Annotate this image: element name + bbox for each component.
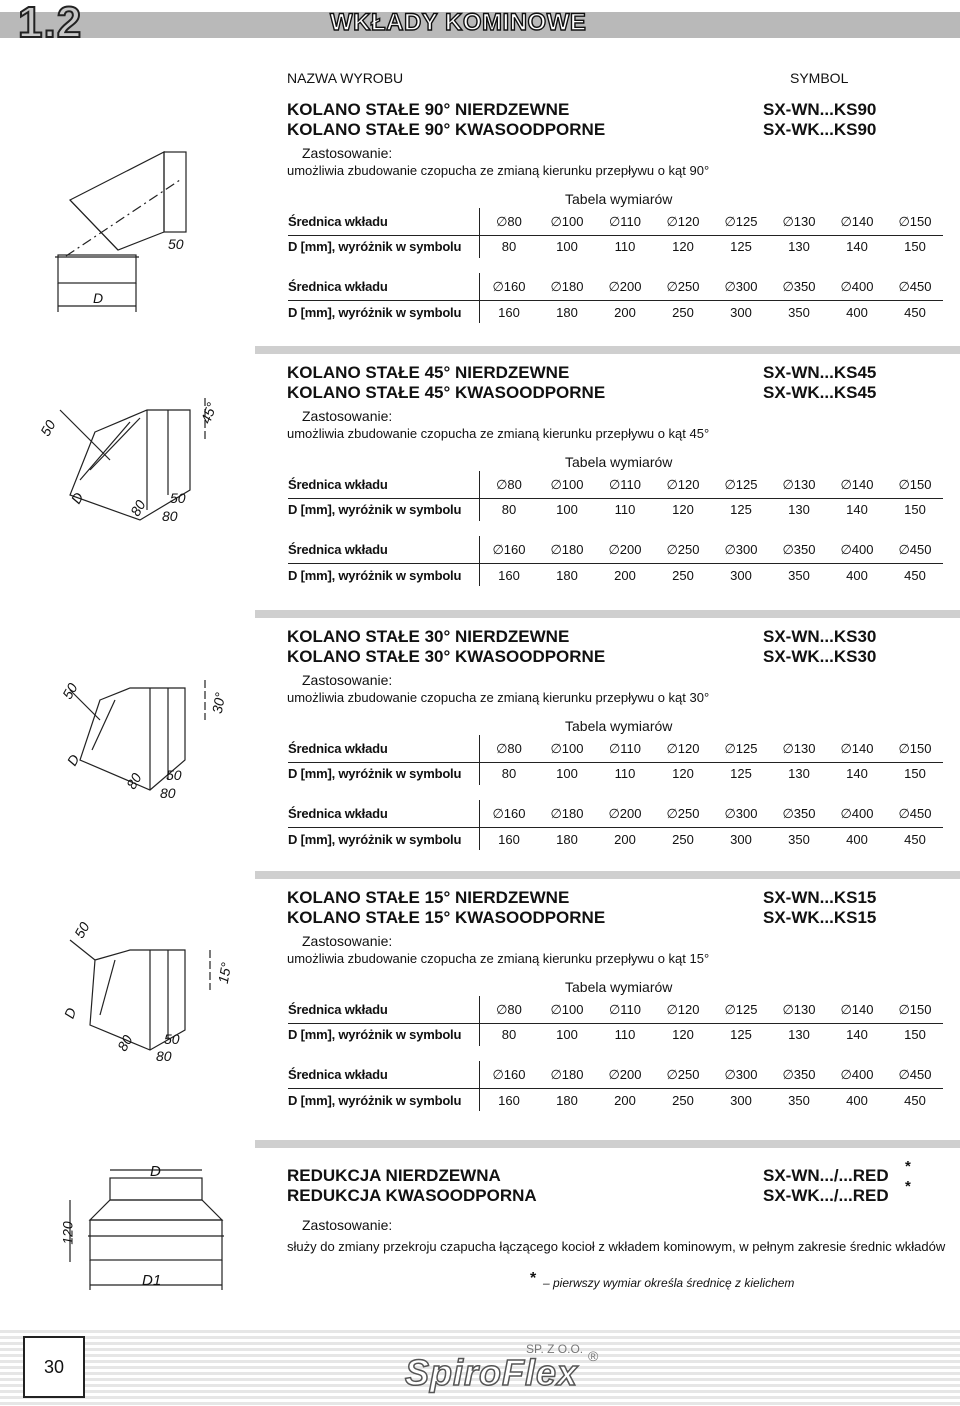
column-header-symbol: SYMBOL — [790, 70, 849, 86]
table-cell: 125 — [730, 1027, 752, 1042]
table-cell: ∅350 — [782, 806, 816, 821]
table-cell: 100 — [556, 239, 578, 254]
table-cell: 150 — [904, 239, 926, 254]
product-name: KOLANO STAŁE 45° KWASOODPORNE — [287, 383, 606, 402]
page-number: 30 — [23, 1336, 85, 1398]
table-cell: 300 — [730, 1093, 752, 1108]
row-label: D [mm], wyróżnik w symbolu — [288, 502, 462, 517]
table-cell: 180 — [556, 1093, 578, 1108]
section-separator — [255, 1140, 960, 1148]
product-name: REDUKCJA NIERDZEWNA — [287, 1166, 501, 1185]
dim-label: D — [67, 489, 87, 507]
table-cell: ∅200 — [608, 1067, 642, 1082]
product-symbol: SX-WN...KS30 — [763, 627, 877, 646]
table-cell: ∅80 — [496, 741, 522, 756]
table-cell: ∅100 — [550, 1002, 584, 1017]
dim-label: 80 — [162, 508, 178, 524]
table-cell: 350 — [788, 1093, 810, 1108]
table-cell: ∅350 — [782, 542, 816, 557]
table-cell: ∅300 — [724, 1067, 758, 1082]
table-cell: 250 — [672, 305, 694, 320]
section-separator — [255, 871, 960, 879]
table-cell: ∅350 — [782, 279, 816, 294]
table-cell: 400 — [846, 1093, 868, 1108]
product-name: KOLANO STAŁE 45° NIERDZEWNE — [287, 363, 570, 382]
table-cell: 130 — [788, 1027, 810, 1042]
product-symbol: SX-WN...KS45 — [763, 363, 877, 382]
table-cell: 160 — [498, 568, 520, 583]
table-cell: 200 — [614, 305, 636, 320]
row-label: Średnica wkładu — [288, 214, 388, 229]
table-cell: 140 — [846, 1027, 868, 1042]
elbow-15-drawing — [70, 940, 210, 1050]
product-symbol: SX-WK...KS45 — [763, 383, 877, 402]
table-divider — [288, 300, 943, 301]
product-name: KOLANO STAŁE 15° NIERDZEWNE — [287, 888, 570, 907]
table-cell: ∅150 — [898, 1002, 932, 1017]
table-cell: ∅300 — [724, 279, 758, 294]
table-cell: 200 — [614, 568, 636, 583]
table-cell: 300 — [730, 832, 752, 847]
table-cell: ∅180 — [550, 542, 584, 557]
table-cell: 250 — [672, 1093, 694, 1108]
table-cell: ∅400 — [840, 542, 874, 557]
chapter-number: 1.2 — [18, 0, 83, 47]
table-title: Tabela wymiarów — [565, 718, 673, 734]
asterisk: * — [530, 1270, 537, 1287]
dim-label: D — [60, 1005, 80, 1021]
product-name: KOLANO STAŁE 90° NIERDZEWNE — [287, 100, 570, 119]
angle-label: 45° — [197, 400, 220, 426]
footnote: – pierwszy wymiar określa średnicę z kielichem — [543, 1276, 795, 1290]
table-cell: ∅180 — [550, 1067, 584, 1082]
table-cell: 150 — [904, 502, 926, 517]
table-cell: 80 — [501, 502, 517, 517]
table-cell: ∅160 — [492, 542, 526, 557]
dim-label: 80 — [160, 785, 176, 801]
table-cell: ∅450 — [898, 279, 932, 294]
table-cell: 250 — [672, 568, 694, 583]
table-cell: 350 — [788, 832, 810, 847]
dim-label: 120 — [59, 1221, 76, 1245]
product-symbol: SX-WN...KS15 — [763, 888, 877, 907]
row-label: D [mm], wyróżnik w symbolu — [288, 305, 462, 320]
row-label: Średnica wkładu — [288, 542, 388, 557]
table-cell: ∅150 — [898, 477, 932, 492]
row-label: D [mm], wyróżnik w symbolu — [288, 1093, 462, 1108]
table-divider — [288, 563, 943, 564]
application-text: służy do zmiany przekroju czapucha łączącego kocioł z wkładem kominowym, w pełnym zakresie średnic wkładów — [287, 1239, 946, 1254]
table-cell: 130 — [788, 766, 810, 781]
table-cell: 140 — [846, 502, 868, 517]
dim-label: 50 — [58, 680, 81, 702]
registered-mark: ® — [588, 1348, 599, 1364]
table-cell: 400 — [846, 832, 868, 847]
table-cell: ∅140 — [840, 1002, 874, 1017]
table-cell: ∅160 — [492, 806, 526, 821]
table-cell: ∅400 — [840, 279, 874, 294]
table-divider — [288, 762, 943, 763]
product-name: KOLANO STAŁE 30° KWASOODPORNE — [287, 647, 606, 666]
table-cell: 400 — [846, 305, 868, 320]
table-divider — [288, 827, 943, 828]
application-label: Zastosowanie: — [302, 145, 393, 161]
table-cell: 140 — [846, 766, 868, 781]
table-cell: 110 — [614, 1027, 636, 1042]
dim-label: 80 — [113, 1032, 136, 1054]
application-label: Zastosowanie: — [302, 672, 393, 688]
table-cell: 450 — [904, 305, 926, 320]
table-cell: ∅350 — [782, 1067, 816, 1082]
table-cell: ∅450 — [898, 542, 932, 557]
table-cell: 80 — [501, 766, 517, 781]
table-cell: 120 — [672, 502, 694, 517]
table-cell: ∅200 — [608, 279, 642, 294]
table-cell: 200 — [614, 1093, 636, 1108]
application-text: umożliwia zbudowanie czopucha ze zmianą kierunku przepływu o kąt 30° — [287, 690, 710, 705]
row-label: D [mm], wyróżnik w symbolu — [288, 239, 462, 254]
table-cell: 100 — [556, 502, 578, 517]
table-cell: 450 — [904, 568, 926, 583]
table-cell: ∅250 — [666, 1067, 700, 1082]
table-cell: 160 — [498, 305, 520, 320]
table-cell: ∅100 — [550, 214, 584, 229]
table-cell: ∅200 — [608, 542, 642, 557]
company-logo: SpiroFlex — [405, 1352, 579, 1393]
table-cell: ∅130 — [782, 477, 816, 492]
chapter-title: WKŁADY KOMINOWE — [330, 9, 587, 36]
dim-label: 50 — [70, 919, 93, 941]
section-separator — [255, 346, 960, 354]
table-cell: ∅150 — [898, 214, 932, 229]
product-name: REDUKCJA KWASOODPORNA — [287, 1186, 537, 1205]
table-cell: ∅80 — [496, 477, 522, 492]
table-cell: ∅250 — [666, 279, 700, 294]
table-cell: ∅300 — [724, 542, 758, 557]
table-cell: 125 — [730, 502, 752, 517]
table-cell: ∅180 — [550, 806, 584, 821]
dim-label: 50 — [168, 236, 184, 252]
table-cell: 125 — [730, 766, 752, 781]
table-cell: ∅120 — [666, 477, 700, 492]
table-cell: ∅250 — [666, 542, 700, 557]
table-cell: ∅110 — [608, 741, 642, 756]
row-label: D [mm], wyróżnik w symbolu — [288, 832, 462, 847]
table-cell: 130 — [788, 502, 810, 517]
table-cell: 180 — [556, 568, 578, 583]
dim-label: 50 — [166, 767, 182, 783]
product-name: KOLANO STAŁE 90° KWASOODPORNE — [287, 120, 606, 139]
application-text: umożliwia zbudowanie czopucha ze zmianą kierunku przepływu o kąt 15° — [287, 951, 710, 966]
table-cell: 180 — [556, 832, 578, 847]
table-cell: 350 — [788, 568, 810, 583]
table-cell: ∅100 — [550, 477, 584, 492]
table-cell: 140 — [846, 239, 868, 254]
elbow-90-drawing — [55, 152, 186, 312]
table-cell: 110 — [614, 239, 636, 254]
table-cell: 110 — [614, 766, 636, 781]
table-cell: ∅400 — [840, 806, 874, 821]
application-label: Zastosowanie: — [302, 408, 393, 424]
table-cell: ∅110 — [608, 214, 642, 229]
product-symbol: SX-WK...KS90 — [763, 120, 877, 139]
table-cell: 450 — [904, 1093, 926, 1108]
dim-label: D1 — [142, 1272, 162, 1289]
row-label: Średnica wkładu — [288, 1067, 388, 1082]
table-cell: 350 — [788, 305, 810, 320]
application-label: Zastosowanie: — [302, 1217, 393, 1233]
table-cell: 125 — [730, 239, 752, 254]
table-cell: 130 — [788, 239, 810, 254]
table-cell: ∅400 — [840, 1067, 874, 1082]
dim-label: D — [63, 751, 83, 769]
row-label: Średnica wkładu — [288, 806, 388, 821]
table-cell: ∅120 — [666, 741, 700, 756]
asterisk: * — [905, 1158, 911, 1175]
table-cell: ∅160 — [492, 1067, 526, 1082]
row-label: D [mm], wyróżnik w symbolu — [288, 1027, 462, 1042]
table-cell: ∅140 — [840, 741, 874, 756]
table-cell: ∅450 — [898, 806, 932, 821]
dim-label: 50 — [164, 1031, 180, 1047]
dim-label: D — [150, 1163, 161, 1180]
table-cell: 300 — [730, 568, 752, 583]
product-symbol: SX-WN.../...RED — [763, 1166, 889, 1185]
product-symbol: SX-WK.../...RED — [763, 1186, 889, 1205]
table-cell: ∅150 — [898, 741, 932, 756]
table-cell: ∅125 — [724, 741, 758, 756]
table-title: Tabela wymiarów — [565, 979, 673, 995]
table-cell: 150 — [904, 1027, 926, 1042]
dim-label: 80 — [126, 497, 149, 519]
column-header-name: NAZWA WYROBU — [287, 70, 404, 86]
table-divider — [288, 498, 943, 499]
table-cell: ∅100 — [550, 741, 584, 756]
dim-label: 50 — [36, 417, 59, 439]
table-title: Tabela wymiarów — [565, 191, 673, 207]
dim-label: 50 — [170, 490, 186, 506]
table-cell: ∅300 — [724, 806, 758, 821]
table-cell: ∅110 — [608, 477, 642, 492]
row-label: Średnica wkładu — [288, 279, 388, 294]
table-cell: ∅450 — [898, 1067, 932, 1082]
table-cell: 200 — [614, 832, 636, 847]
asterisk: * — [905, 1178, 911, 1195]
row-label: Średnica wkładu — [288, 477, 388, 492]
table-divider — [288, 1023, 943, 1024]
product-symbol: SX-WK...KS15 — [763, 908, 877, 927]
table-cell: ∅200 — [608, 806, 642, 821]
table-cell: 150 — [904, 766, 926, 781]
table-divider — [288, 1088, 943, 1089]
angle-label: 15° — [214, 961, 235, 985]
table-cell: 160 — [498, 832, 520, 847]
dim-label: 80 — [122, 770, 145, 792]
row-label: Średnica wkładu — [288, 1002, 388, 1017]
table-cell: ∅130 — [782, 214, 816, 229]
table-cell: ∅80 — [496, 1002, 522, 1017]
dim-label: 80 — [156, 1048, 172, 1064]
table-cell: ∅140 — [840, 214, 874, 229]
table-cell: 100 — [556, 1027, 578, 1042]
table-cell: 180 — [556, 305, 578, 320]
table-cell: 450 — [904, 832, 926, 847]
section-separator — [255, 610, 960, 618]
row-label: D [mm], wyróżnik w symbolu — [288, 766, 462, 781]
company-suffix: SP. Z O.O. — [526, 1342, 584, 1356]
application-text: umożliwia zbudowanie czopucha ze zmianą kierunku przepływu o kąt 45° — [287, 426, 710, 441]
table-cell: 100 — [556, 766, 578, 781]
table-cell: 110 — [614, 502, 636, 517]
row-label: Średnica wkładu — [288, 741, 388, 756]
table-cell: ∅180 — [550, 279, 584, 294]
table-divider — [288, 235, 943, 236]
table-cell: ∅110 — [608, 1002, 642, 1017]
table-cell: 120 — [672, 766, 694, 781]
dim-label: D — [93, 290, 104, 306]
table-cell: 400 — [846, 568, 868, 583]
table-cell: ∅250 — [666, 806, 700, 821]
row-label: D [mm], wyróżnik w symbolu — [288, 568, 462, 583]
table-cell: ∅80 — [496, 214, 522, 229]
application-label: Zastosowanie: — [302, 933, 393, 949]
table-cell: 160 — [498, 1093, 520, 1108]
product-name: KOLANO STAŁE 30° NIERDZEWNE — [287, 627, 570, 646]
table-cell: ∅140 — [840, 477, 874, 492]
table-cell: ∅125 — [724, 1002, 758, 1017]
product-symbol: SX-WK...KS30 — [763, 647, 877, 666]
table-title: Tabela wymiarów — [565, 454, 673, 470]
table-cell: ∅120 — [666, 214, 700, 229]
table-cell: 80 — [501, 1027, 517, 1042]
table-cell: ∅120 — [666, 1002, 700, 1017]
table-cell: 300 — [730, 305, 752, 320]
angle-label: 30° — [208, 691, 229, 715]
table-cell: ∅130 — [782, 741, 816, 756]
table-cell: 250 — [672, 832, 694, 847]
table-cell: 120 — [672, 1027, 694, 1042]
product-name: KOLANO STAŁE 15° KWASOODPORNE — [287, 908, 606, 927]
table-cell: 120 — [672, 239, 694, 254]
table-cell: 80 — [501, 239, 517, 254]
application-text: umożliwia zbudowanie czopucha ze zmianą kierunku przepływu o kąt 90° — [287, 163, 710, 178]
table-cell: ∅125 — [724, 477, 758, 492]
table-cell: ∅130 — [782, 1002, 816, 1017]
product-symbol: SX-WN...KS90 — [763, 100, 877, 119]
table-cell: ∅160 — [492, 279, 526, 294]
table-cell: ∅125 — [724, 214, 758, 229]
